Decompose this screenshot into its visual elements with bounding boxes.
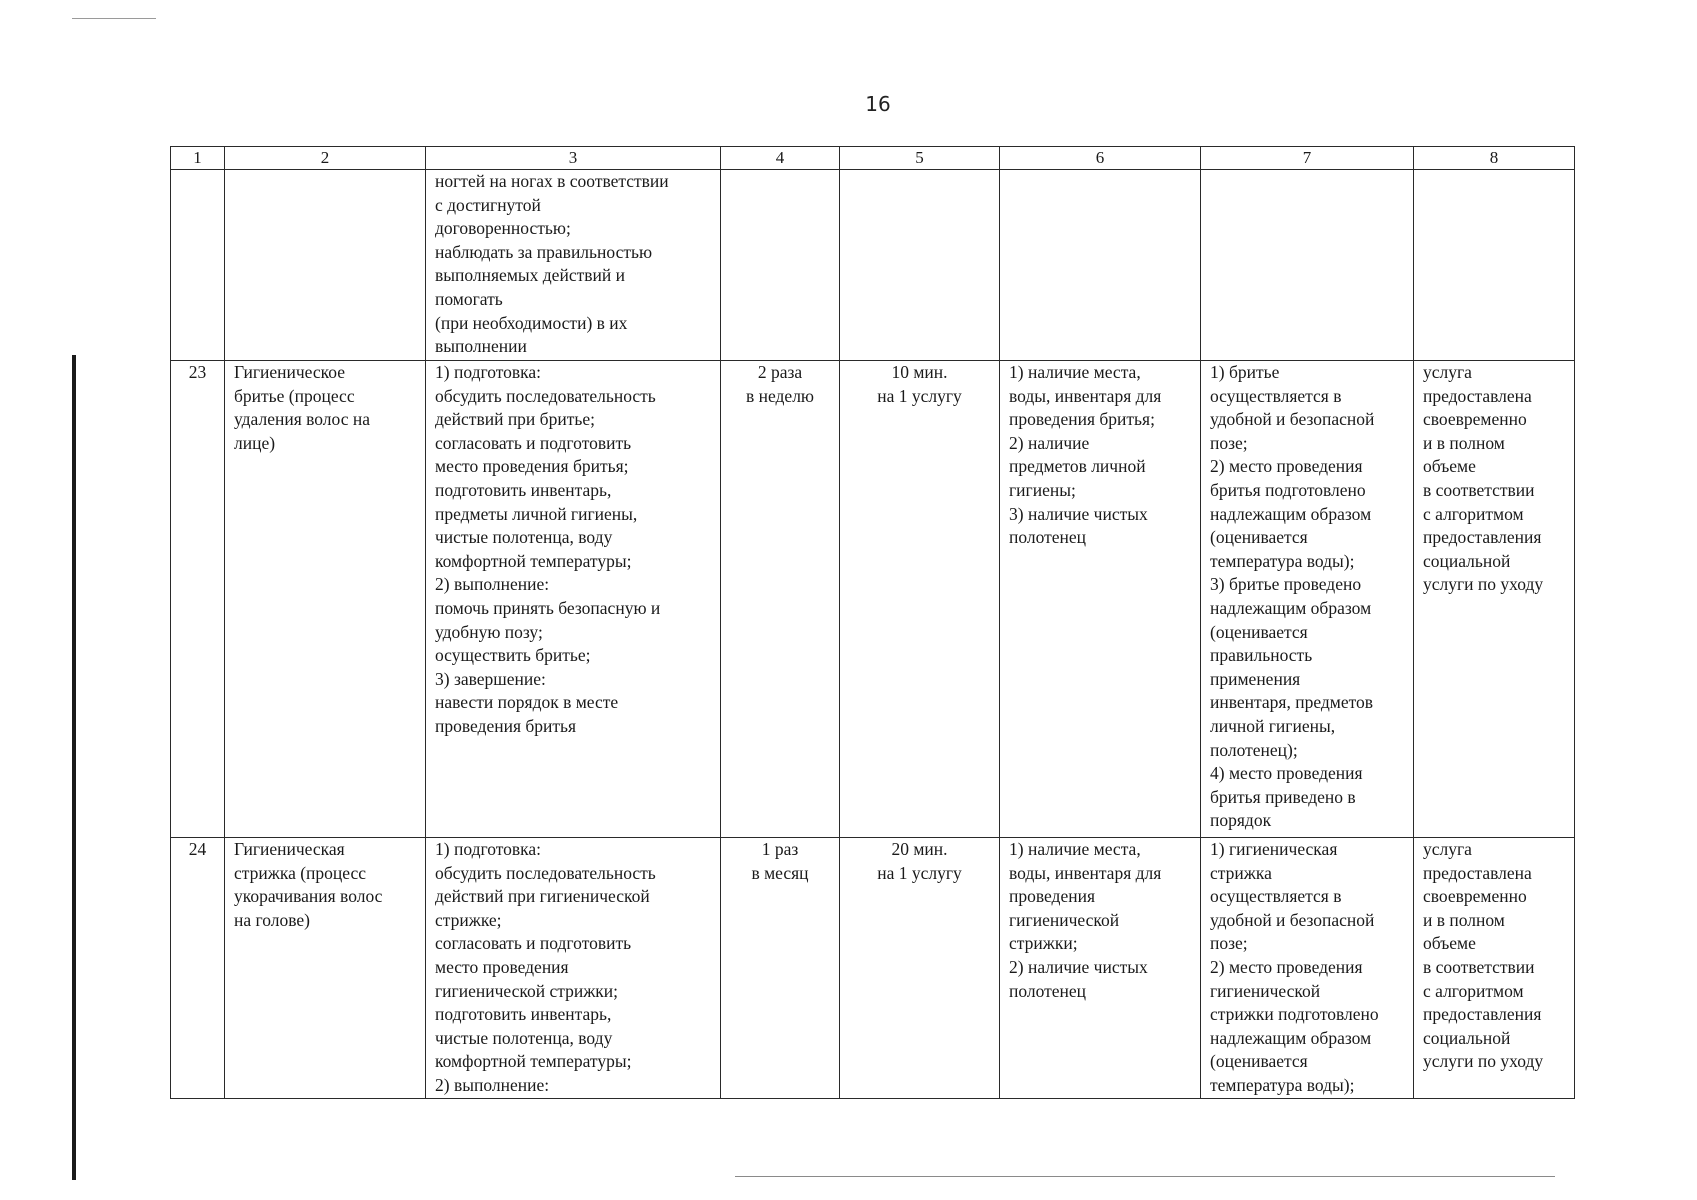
column-header: 5 bbox=[840, 147, 1000, 170]
table-row bbox=[171, 838, 1575, 1099]
evaluation-cell: услуга предоставлена своевременно и в полном объеме в соответствии с алгоритмом предоставления социальной услуги по уходу bbox=[1414, 361, 1575, 838]
scan-mark-left-edge bbox=[72, 355, 76, 1180]
column-header: 7 bbox=[1201, 147, 1414, 170]
row-number-cell bbox=[171, 170, 225, 361]
scan-mark-bottom-line bbox=[735, 1176, 1555, 1177]
conditions-cell bbox=[1000, 170, 1201, 361]
column-header: 8 bbox=[1414, 147, 1575, 170]
conditions-cell: 1) наличие места, воды, инвентаря для проведения гигиенической стрижки; 2) наличие чистых полотенец bbox=[1000, 838, 1201, 1099]
duration-cell bbox=[840, 170, 1000, 361]
column-header: 2 bbox=[225, 147, 426, 170]
frequency-cell bbox=[721, 170, 840, 361]
column-header: 4 bbox=[721, 147, 840, 170]
header-row bbox=[171, 147, 1575, 170]
table-row bbox=[171, 361, 1575, 838]
duration-cell: 10 мин. на 1 услугу bbox=[840, 361, 1000, 838]
evaluation-cell bbox=[1414, 170, 1575, 361]
column-header: 1 bbox=[171, 147, 225, 170]
frequency-cell: 2 раза в неделю bbox=[721, 361, 840, 838]
column-header: 3 bbox=[426, 147, 721, 170]
duration-cell: 20 мин. на 1 услугу bbox=[840, 838, 1000, 1099]
frequency-cell: 1 раз в месяц bbox=[721, 838, 840, 1099]
services-table bbox=[170, 146, 1575, 1099]
quality-indicators-cell bbox=[1201, 170, 1414, 361]
quality-indicators-cell: 1) бритье осуществляется в удобной и безопасной позе; 2) место проведения бритья подготовлено надлежащим образом (оценивается температура воды); 3) бритье проведено надлежащим образом (оценивается правильность применения инвентаря, предметов личной гигиены, полотенец); 4) место проведения бритья приведено в порядок bbox=[1201, 361, 1414, 838]
evaluation-cell: услуга предоставлена своевременно и в полном объеме в соответствии с алгоритмом предоставления социальной услуги по уходу bbox=[1414, 838, 1575, 1099]
service-description-cell: ногтей на ногах в соответствии с достигнутой договоренностью; наблюдать за правильностью выполняемых действий и помогать (при необходимости) в их выполнении bbox=[426, 170, 721, 361]
page-number: 16 bbox=[865, 92, 891, 116]
scan-mark-top-left bbox=[72, 18, 156, 19]
row-number-cell: 23 bbox=[171, 361, 225, 838]
service-name-cell: Гигиеническая стрижка (процесс укорачивания волос на голове) bbox=[225, 838, 426, 1099]
column-header: 6 bbox=[1000, 147, 1201, 170]
table-row bbox=[171, 170, 1575, 361]
conditions-cell: 1) наличие места, воды, инвентаря для проведения бритья; 2) наличие предметов личной гигиены; 3) наличие чистых полотенец bbox=[1000, 361, 1201, 838]
service-name-cell: Гигиеническое бритье (процесс удаления волос на лице) bbox=[225, 361, 426, 838]
service-description-cell: 1) подготовка: обсудить последовательность действий при гигиенической стрижке; согласовать и подготовить место проведения гигиенической стрижки; подготовить инвентарь, чистые полотенца, воду комфортной температуры; 2) выполнение: bbox=[426, 838, 721, 1099]
row-number-cell: 24 bbox=[171, 838, 225, 1099]
quality-indicators-cell: 1) гигиеническая стрижка осуществляется в удобной и безопасной позе; 2) место проведения гигиенической стрижки подготовлено надлежащим образом (оценивается температура воды); bbox=[1201, 838, 1414, 1099]
service-name-cell bbox=[225, 170, 426, 361]
service-description-cell: 1) подготовка: обсудить последовательность действий при бритье; согласовать и подготовить место проведения бритья; подготовить инвентарь, предметы личной гигиены, чистые полотенца, воду комфортной температуры; 2) выполнение: помочь принять безопасную и удобную позу; осуществить бритье; 3) завершение: навести порядок в месте проведения бритья bbox=[426, 361, 721, 838]
